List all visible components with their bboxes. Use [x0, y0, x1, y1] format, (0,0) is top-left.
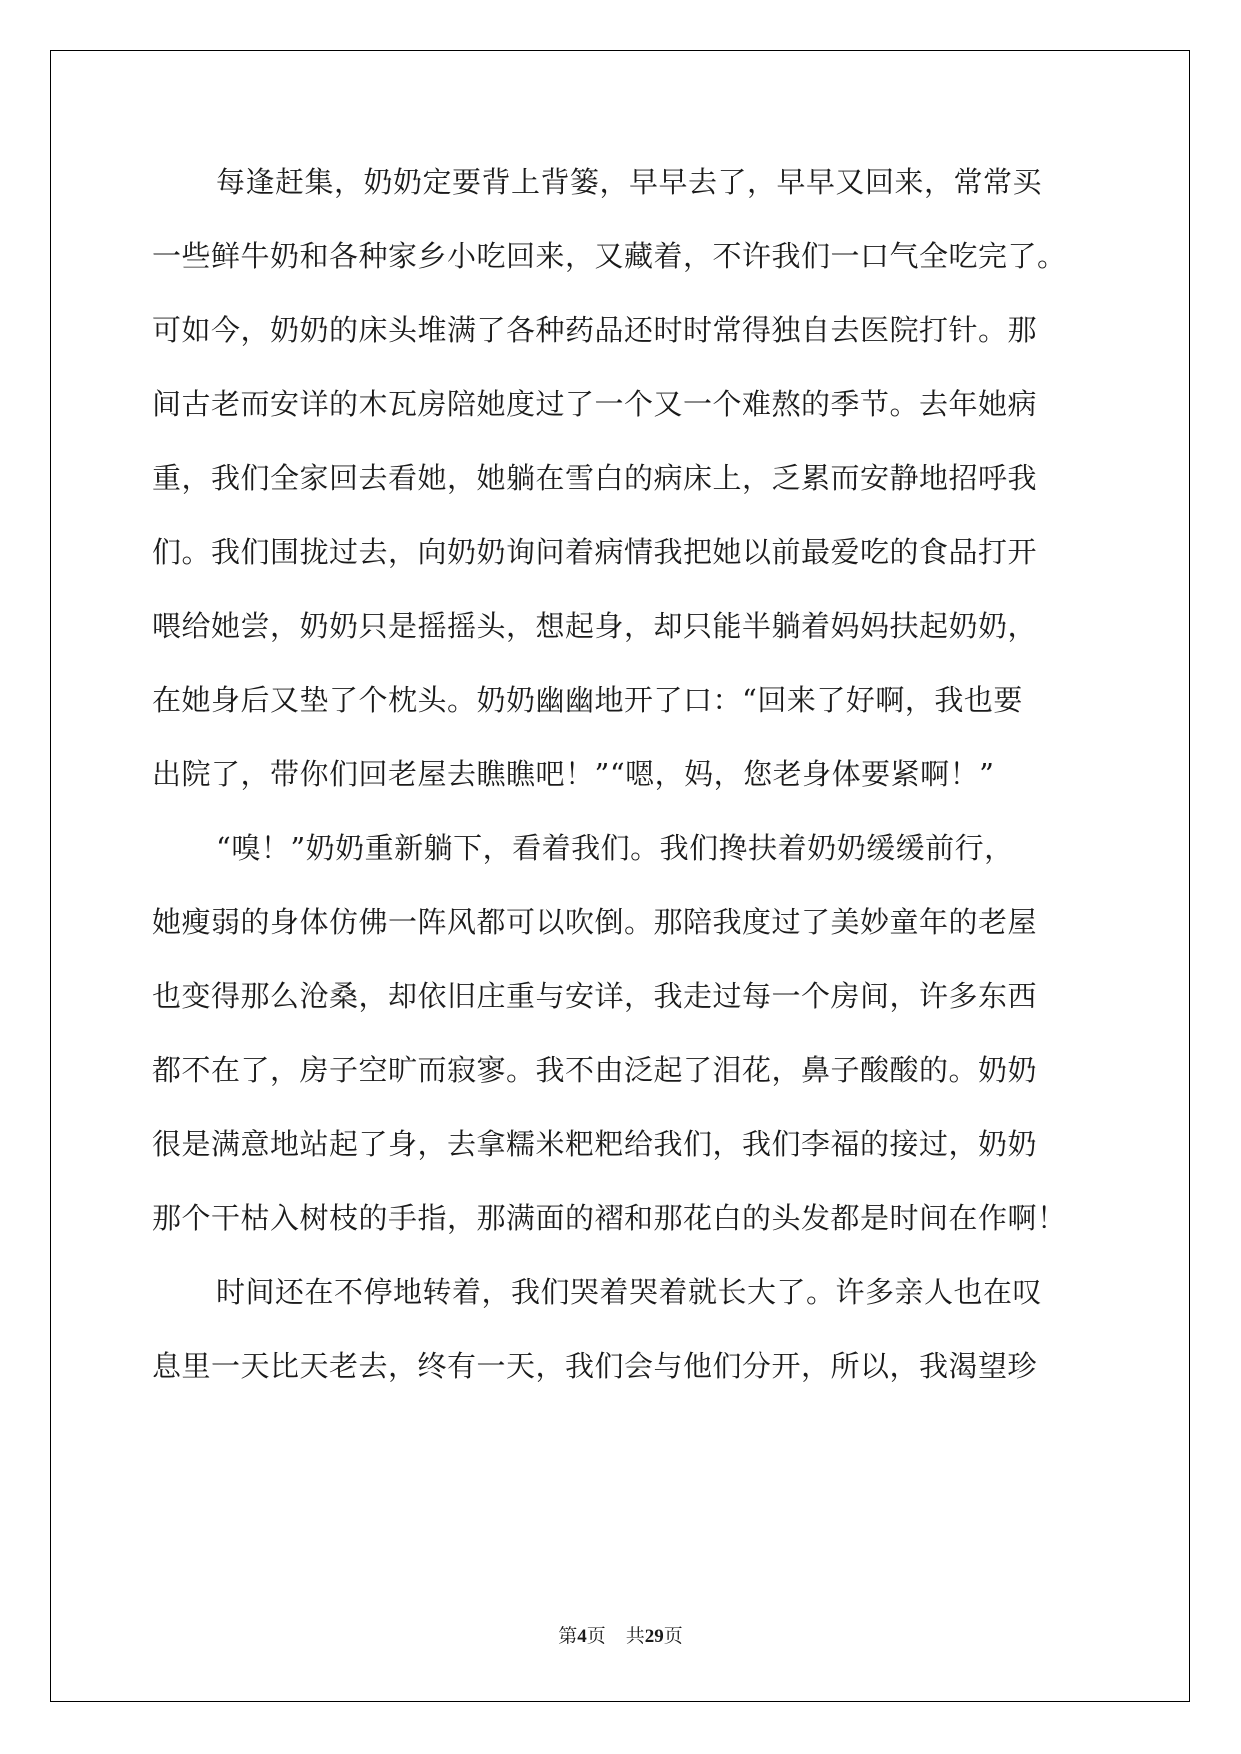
paragraph-line: 可如今，奶奶的床头堆满了各种药品还时时常得独自去医院打针。那: [152, 313, 1038, 347]
paragraph-line: 每逢赶集，奶奶定要背上背篓，早早去了，早早又回来，常常买: [216, 165, 1043, 199]
paragraph-line: 时间还在不停地转着，我们哭着哭着就长大了。许多亲人也在叹: [216, 1275, 1043, 1309]
paragraph-line: 在她身后又垫了个枕头。奶奶幽幽地开了口：“回来了好啊，我也要: [152, 683, 1023, 717]
paragraph-line: 一些鲜牛奶和各种家乡小吃回来，又藏着，不许我们一口气全吃完了。: [152, 239, 1067, 273]
page-prefix: 第: [558, 1625, 578, 1647]
page-suffix: 页: [586, 1625, 606, 1647]
paragraph-line: 出院了，带你们回老屋去瞧瞧吧！”“嗯，妈，您老身体要紧啊！”: [152, 757, 995, 791]
total-prefix: 共: [625, 1625, 645, 1647]
paragraph-line: 们。我们围拢过去，向奶奶询问着病情我把她以前最爱吃的食品打开: [152, 535, 1038, 569]
paragraph-line: 她瘦弱的身体仿佛一阵风都可以吹倒。那陪我度过了美妙童年的老屋: [152, 905, 1038, 939]
page-number: 4: [577, 1626, 587, 1647]
total-suffix: 页: [663, 1625, 683, 1647]
paragraph-line: 间古老而安详的木瓦房陪她度过了一个又一个难熬的季节。去年她病: [152, 387, 1038, 421]
paragraph-line: 那个干枯入树枝的手指，那满面的褶和那花白的头发都是时间在作啊！: [152, 1201, 1067, 1235]
paragraph-line: 都不在了，房子空旷而寂寥。我不由泛起了泪花，鼻子酸酸的。奶奶: [152, 1053, 1038, 1087]
paragraph-line: 重，我们全家回去看她，她躺在雪白的病床上，乏累而安静地招呼我: [152, 461, 1038, 495]
page-footer: [0, 1624, 1241, 1649]
paragraph-line: 息里一天比天老去，终有一天，我们会与他们分开，所以，我渴望珍: [152, 1349, 1038, 1383]
page-border: [50, 50, 1190, 1702]
paragraph-line: 很是满意地站起了身，去拿糯米粑粑给我们，我们李福的接过，奶奶: [152, 1127, 1038, 1161]
paragraph-line: “嗅！”奶奶重新躺下，看着我们。我们搀扶着奶奶缓缓前行，: [216, 831, 1014, 865]
paragraph-line: 喂给她尝，奶奶只是摇摇头，想起身，却只能半躺着妈妈扶起奶奶，: [152, 609, 1038, 643]
total-pages: 29: [644, 1626, 664, 1647]
paragraph-line: 也变得那么沧桑，却依旧庄重与安详，我走过每一个房间，许多东西: [152, 979, 1038, 1013]
